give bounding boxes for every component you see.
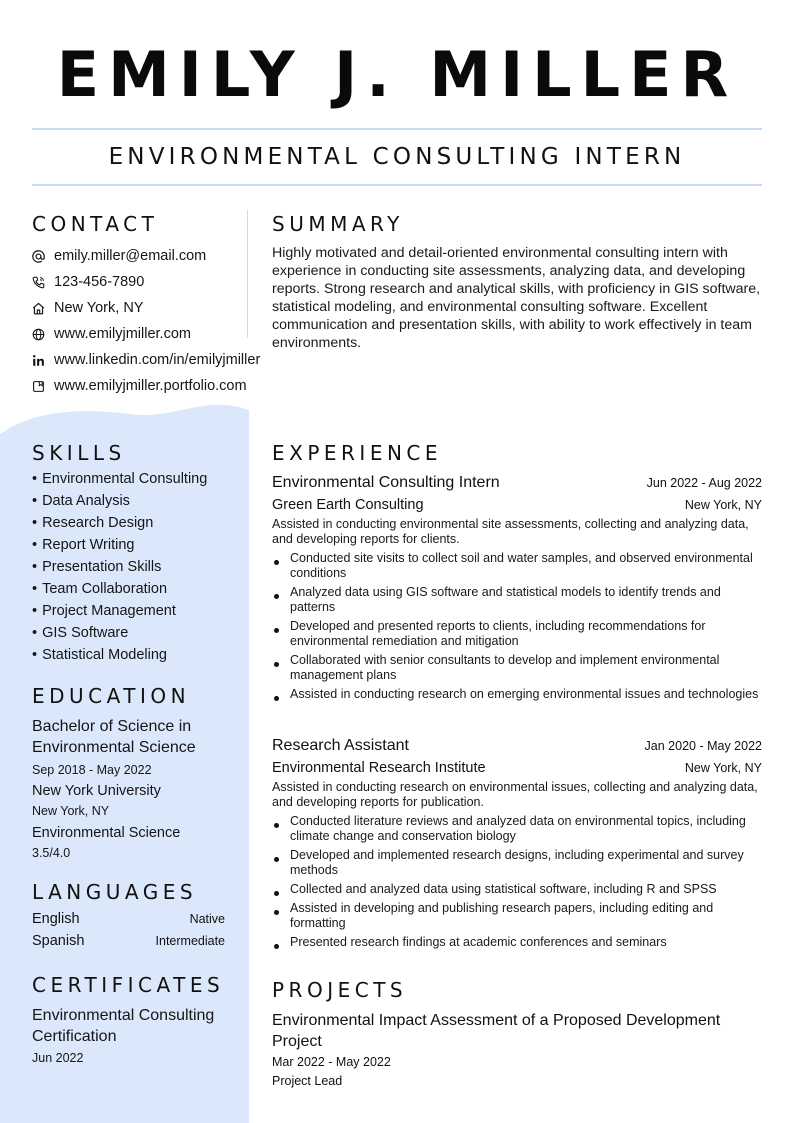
job-company: Green Earth Consulting: [272, 497, 424, 513]
contact-phone-text: 123-456-7890: [54, 274, 145, 290]
portfolio-icon: [32, 380, 45, 393]
job-title: Research Assistant: [272, 737, 409, 754]
certificate-date: Jun 2022: [32, 1051, 84, 1065]
skill-item: • GIS Software: [32, 625, 242, 647]
job-bullet: Collaborated with senior consultants to develop and implement environmental management plans: [272, 653, 762, 683]
job-location: New York, NY: [684, 498, 762, 512]
phone-icon: [32, 276, 45, 289]
job-company: Environmental Research Institute: [272, 760, 486, 776]
project-dates: Mar 2022 - May 2022: [272, 1055, 391, 1069]
language-level: Intermediate: [155, 934, 225, 948]
job-entry: [272, 737, 762, 954]
language-level: Native: [189, 912, 225, 926]
education-school: New York University: [32, 783, 161, 799]
contact-location: [32, 295, 282, 321]
job-bullet: Analyzed data using GIS software and statistical models to identify trends and patterns: [272, 585, 762, 615]
skill-item: • Data Analysis: [32, 493, 242, 515]
resume-name: EMILY J. MILLER: [56, 38, 738, 111]
contact-list: [32, 243, 282, 399]
education-entry: [32, 716, 242, 863]
contact-email[interactable]: [32, 243, 282, 269]
language-row: [32, 933, 225, 949]
job-title: Environmental Consulting Intern: [272, 474, 500, 491]
contact-linkedin-text: www.linkedin.com/in/emilyjmiller: [54, 352, 261, 368]
job-bullets: [272, 551, 762, 702]
education-dates: Sep 2018 - May 2022: [32, 763, 152, 777]
job-entry: [272, 474, 762, 706]
contact-email-text: emily.miller@email.com: [54, 248, 207, 264]
linkedin-icon: [32, 354, 45, 367]
job-bullet: Conducted literature reviews and analyzed data on environmental topics, including climate change and conservation biology: [272, 814, 762, 844]
experience-heading: EXPERIENCE: [272, 441, 443, 465]
resume-headline: ENVIRONMENTAL CONSULTING INTERN: [108, 144, 686, 170]
skill-item: • Environmental Consulting: [32, 471, 242, 493]
language-row: [32, 911, 225, 927]
job-description: Assisted in conducting research on environmental issues, collecting and analyzing data, and developing reports for publication.: [272, 780, 758, 809]
projects-heading: PROJECTS: [272, 978, 408, 1002]
project-entry: [272, 1010, 762, 1091]
summary-heading: SUMMARY: [272, 212, 404, 236]
job-description: Assisted in conducting environmental site assessments, collecting and analyzing data, and developing reports for clients.: [272, 517, 749, 546]
skill-item: • Project Management: [32, 603, 242, 625]
globe-icon: [32, 328, 45, 341]
skills-heading: SKILLS: [32, 441, 126, 465]
contact-portfolio-text: www.emilyjmiller.portfolio.com: [54, 378, 247, 394]
job-bullet: Presented research findings at academic conferences and seminars: [272, 935, 762, 950]
skills-list: [32, 471, 242, 669]
project-role: Project Lead: [272, 1074, 343, 1088]
languages-heading: LANGUAGES: [32, 880, 198, 904]
contact-heading: CONTACT: [32, 212, 159, 236]
certificates-heading: CERTIFICATES: [32, 973, 225, 997]
at-icon: [32, 250, 45, 263]
contact-portfolio[interactable]: [32, 373, 282, 399]
contact-website-text: www.emilyjmiller.com: [54, 326, 191, 342]
education-location: New York, NY: [32, 804, 110, 818]
job-dates: Jun 2022 - Aug 2022: [646, 476, 762, 490]
job-bullet: Conducted site visits to collect soil and water samples, and observed environmental conditions: [272, 551, 762, 581]
project-title: Environmental Impact Assessment of a Proposed Development Project: [272, 1012, 721, 1050]
skill-item: • Statistical Modeling: [32, 647, 242, 669]
education-major: Environmental Science: [32, 825, 181, 841]
job-bullet: Developed and implemented research designs, including experimental and survey methods: [272, 848, 762, 878]
job-bullets: [272, 814, 762, 950]
language-name: English: [32, 911, 80, 927]
contact-website[interactable]: [32, 321, 282, 347]
summary-text: Highly motivated and detail-oriented environmental consulting intern with experience in conducting site assessments, analyzing data, and developing reports. Strong research and analytical skills, with proficiency in GIS software, statistical modeling, and environmental consulting software. Excellent communication and presentation skills, with ability to work effectively in team environments.: [272, 245, 761, 351]
job-bullet: Assisted in conducting research on emerging environmental issues and technologies: [272, 687, 762, 702]
home-icon: [32, 302, 45, 315]
job-bullet: Collected and analyzed data using statistical software, including R and SPSS: [272, 882, 762, 897]
job-bullet: Assisted in developing and publishing research papers, including editing and formatting: [272, 901, 762, 931]
education-degree: Bachelor of Science in Environmental Science: [32, 718, 196, 756]
skill-item: • Report Writing: [32, 537, 242, 559]
header-bottom-rule: [32, 184, 762, 186]
certificate-entry: [32, 1005, 242, 1068]
skill-item: • Presentation Skills: [32, 559, 242, 581]
certificate-name: Environmental Consulting Certification: [32, 1007, 215, 1045]
education-heading: EDUCATION: [32, 684, 191, 708]
contact-location-text: New York, NY: [54, 300, 144, 316]
job-dates: Jan 2020 - May 2022: [644, 739, 762, 753]
contact-linkedin[interactable]: [32, 347, 282, 373]
job-bullet: Developed and presented reports to clients, including recommendations for environmental remediation and mitigation: [272, 619, 762, 649]
education-gpa: 3.5/4.0: [32, 846, 71, 860]
header-top-rule: [32, 128, 762, 130]
job-location: New York, NY: [684, 761, 762, 775]
skill-item: • Team Collaboration: [32, 581, 242, 603]
contact-summary-divider: [247, 210, 248, 338]
contact-phone[interactable]: [32, 269, 282, 295]
language-name: Spanish: [32, 933, 85, 949]
skill-item: • Research Design: [32, 515, 242, 537]
